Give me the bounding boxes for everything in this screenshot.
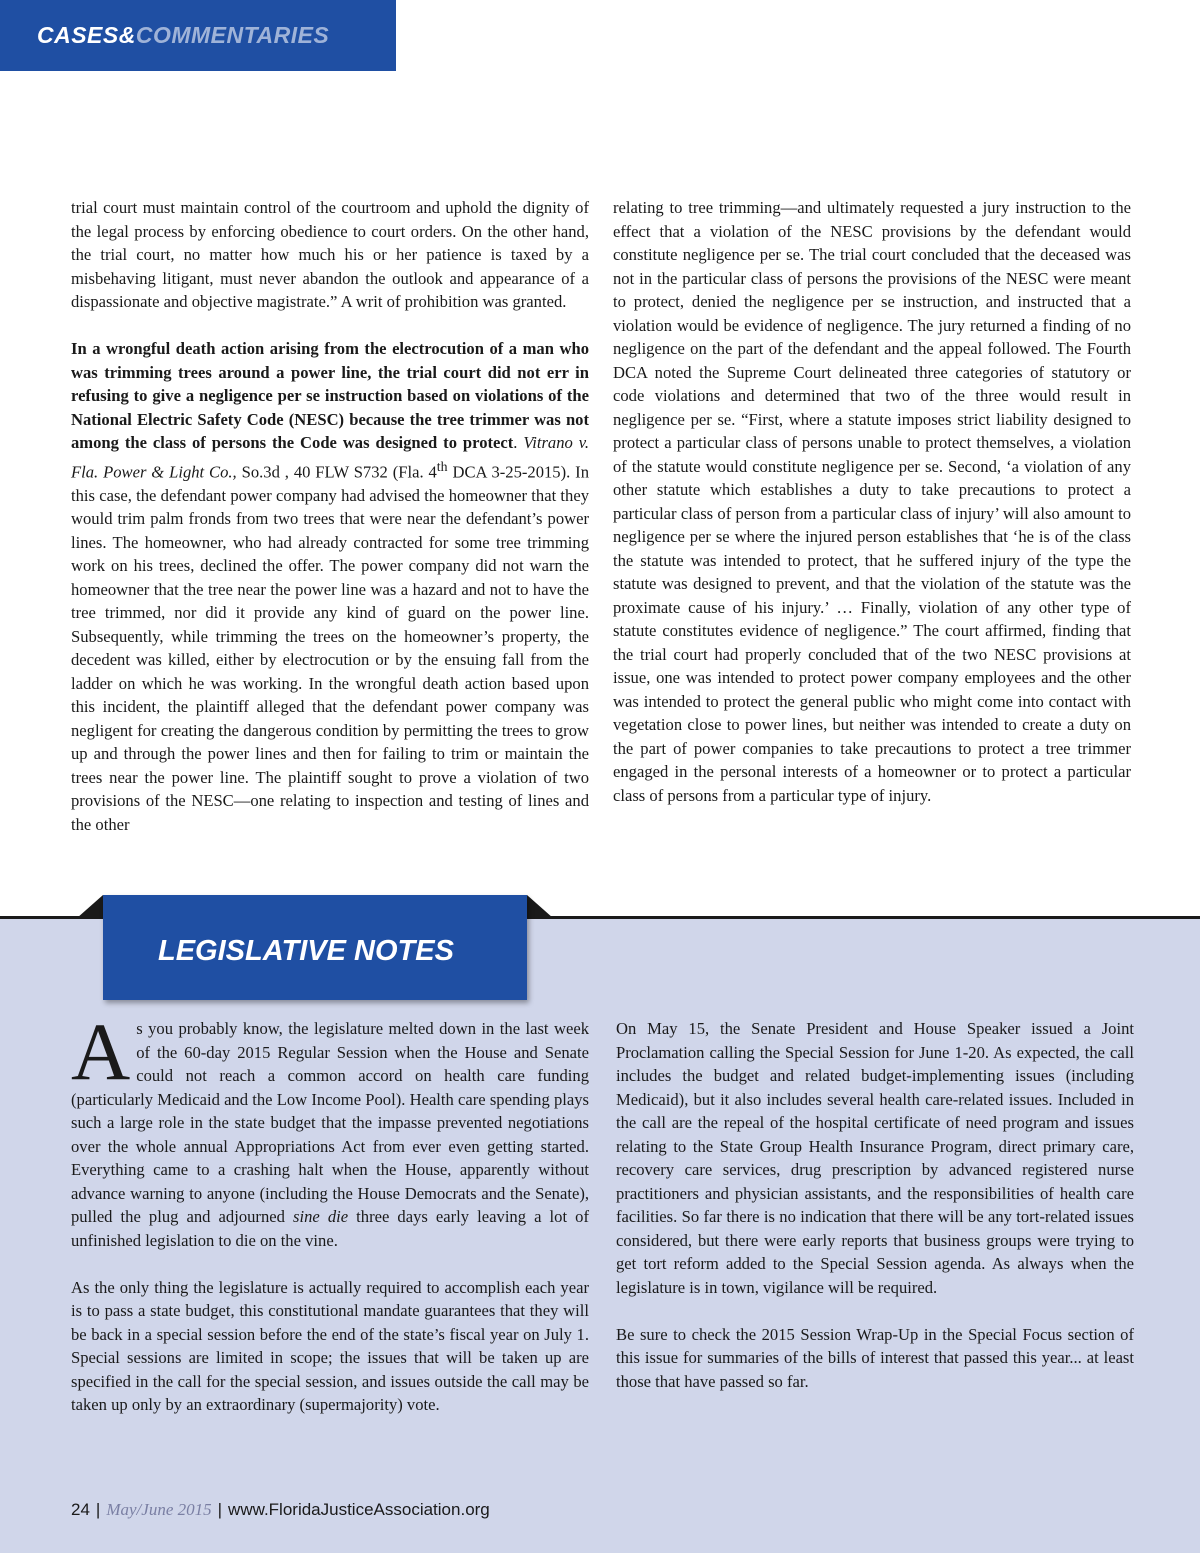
decor-triangle-left <box>77 895 103 918</box>
case-citation: Vitrano v. Fla. Power & Light Co., <box>71 433 590 482</box>
legislative-paragraph: On May 15, the Senate President and House Speaker issued a Joint Proclamation calling the Special Session for June 1-20. As expected, the call includes the budget and related budget-implementing issues (including Medicaid), but it also includes several health care-related issues. Included in the call are the repeal of the hospital certificate of need program and issues relating to the State Group Health Insurance Program, direct primary care, recovery care services, drug prescription by advanced registered nurse practitioners and physician assistants, and the responsibilities of health care facilities. So far there is no indication that there will be any tort-related issues considered, but there were early reports that business groups were trying to get tort reform added to the Special Session agenda. As always when the legislature is in town, vigilance will be required. <box>616 1019 1134 1297</box>
cases-paragraph-case-summary <box>71 337 589 836</box>
cases-column-left <box>71 196 589 836</box>
header-word-commentaries: COMMENTARIES <box>135 22 330 48</box>
case-holding: In a wrongful death action arising from the electrocution of a man who was trimming trees around a power line, the trial court did not err in refusing to give a negligence per se instruction based on violations of the National Electric Safety Code (NESC) because the tree trimmer was not among the class of persons the Code was designed to protect <box>71 339 589 452</box>
footer-separator: | <box>217 1500 223 1519</box>
case-body: DCA 3-25-2015). In this case, the defendant power company had advised the homeowner that they would trim palm fronds from two trees that were near the defendant’s power lines. The homeowner, who had already contracted for some tree trimming work on his trees, declined the offer. The power company did not warn the homeowner that the tree near the power line was a hazard and not to have the tree trimmed, nor did it provide any kind of guard on the power line. Subsequently, while trimming the trees on the homeowner’s property, the decedent was killed, either by electrocution or by the ensuing fall from the ladder on which he was working. In the wrongful death action based upon this incident, the plaintiff alleged that the defendant power company was negligent for creating the dangerous condition by permitting the trees to grow up and through the power lines and then for failing to trim or maintain the trees near the power line. The plaintiff sought to prove a violation of two provisions of the NESC—one relating to inspection and testing of lines and the other <box>71 462 589 834</box>
legislative-paragraph: Be sure to check the 2015 Session Wrap-Up in the Special Focus section of this issue for summaries of the bills of interest that passed this year... at least those that have passed so far. <box>616 1324 1134 1391</box>
legislative-paragraph-intro <box>71 1006 589 1252</box>
cases-paragraph: trial court must maintain control of the courtroom and uphold the dignity of the legal process by enforcing obedience to court orders. On the other hand, the trial court, no matter how much his or her patience is taxed by a misbehaving litigant, must never abandon the outlook and appearance of a dispassionate and objective magistrate.” A writ of prohibition was granted. <box>71 198 589 311</box>
intro-italic: sine die <box>293 1207 349 1226</box>
decor-triangle-right <box>527 895 553 918</box>
header-word-cases: CASES& <box>37 22 136 48</box>
page-number: 24 <box>71 1500 90 1519</box>
section-header-tab <box>0 0 396 71</box>
footer-separator: | <box>95 1500 101 1519</box>
legislative-paragraph: As the only thing the legislature is actually required to accomplish each year is to pass a state budget, this constitutional mandate guarantees that they will be back in a special session before the end of the state’s fiscal year on July 1. Special sessions are limited in scope; the issues that will be taken up are specified in the call for the special session, and issues outside the call may be taken up only by an extraordinary (supermajority) vote. <box>71 1277 589 1414</box>
website-link[interactable]: www.FloridaJusticeAssociation.org <box>228 1500 490 1519</box>
intro-text: s you probably know, the legislature melted down in the last week of the 60-day 2015 Regular Session when the House and Senate could not reach a common accord on health care funding (particularly Medicaid and the Low Income Pool). Health care spending plays such a large role in the state budget that the impasse prevented negotiations over the whole annual Appropriations Act from ever even getting started. Everything came to a crashing halt when the House, apparently without advance warning to anyone (including the House Democrats and the Senate), pulled the plug and adjourned <box>71 1019 589 1226</box>
cases-paragraph: relating to tree trimming—and ultimately requested a jury instruction to the effect that a violation of the NESC provisions by the defendant would constitute negligence per se. The trial court concluded that the deceased was not in the particular class of persons the provisions of the NESC were meant to protect, denied the negligence per se instruction, and instructed that a violation would be evidence of negligence. The jury returned a finding of no negligence on the part of the defendant and the appeal followed. The Fourth DCA noted the Supreme Court delineated three categories of statutory or code violations and determined that two of the three would result in negligence per se. “First, where a statute imposes strict liability designed to protect a particular class of persons unable to protect themselves, a violation of the statute would constitute negligence per se. Second, ‘a violation of any other statute which establishes a duty to take precautions to protect a particular class of person from a particular class of injury’ will also amount to negligence per se where the injured person establishes that ‘he is of the class the statute was intended to protect, that he suffered injury of the type the statute was designed to prevent, and that the violation of the statute was the proximate cause of his injury.’ … Finally, violation of any other type of statute constitutes evidence of negligence.” The court affirmed, finding that the trial court had properly concluded that of the two NESC provisions at issue, one was intended to protect power company employees and the other was intended to protect the general public who might come into contact with vegetation close to power lines, but neither was intended to create a duty on the part of power companies to take precautions to protect a tree trimmer engaged in the personal interests of a homeowner or to protect a particular class of persons from a particular type of injury. <box>613 198 1131 805</box>
legislative-column-left <box>71 1006 589 1417</box>
cases-column-right <box>613 196 1131 807</box>
case-reporter: So.3d , 40 FLW S732 (Fla. 4 <box>236 462 437 482</box>
drop-cap: A <box>71 1006 131 1097</box>
section-header-label <box>37 22 329 49</box>
legislative-column-right <box>616 1017 1134 1393</box>
legislative-notes-header <box>103 895 527 1000</box>
issue-date: May/June 2015 <box>106 1500 212 1519</box>
intro-text-end: three days early leaving a lot of unfinished legislation to die on the vine. <box>71 1207 589 1250</box>
case-ordinal: th <box>436 458 448 474</box>
legislative-notes-title: LEGISLATIVE NOTES <box>158 935 454 967</box>
case-holding-period: . <box>513 433 524 452</box>
page-footer <box>71 1500 490 1520</box>
